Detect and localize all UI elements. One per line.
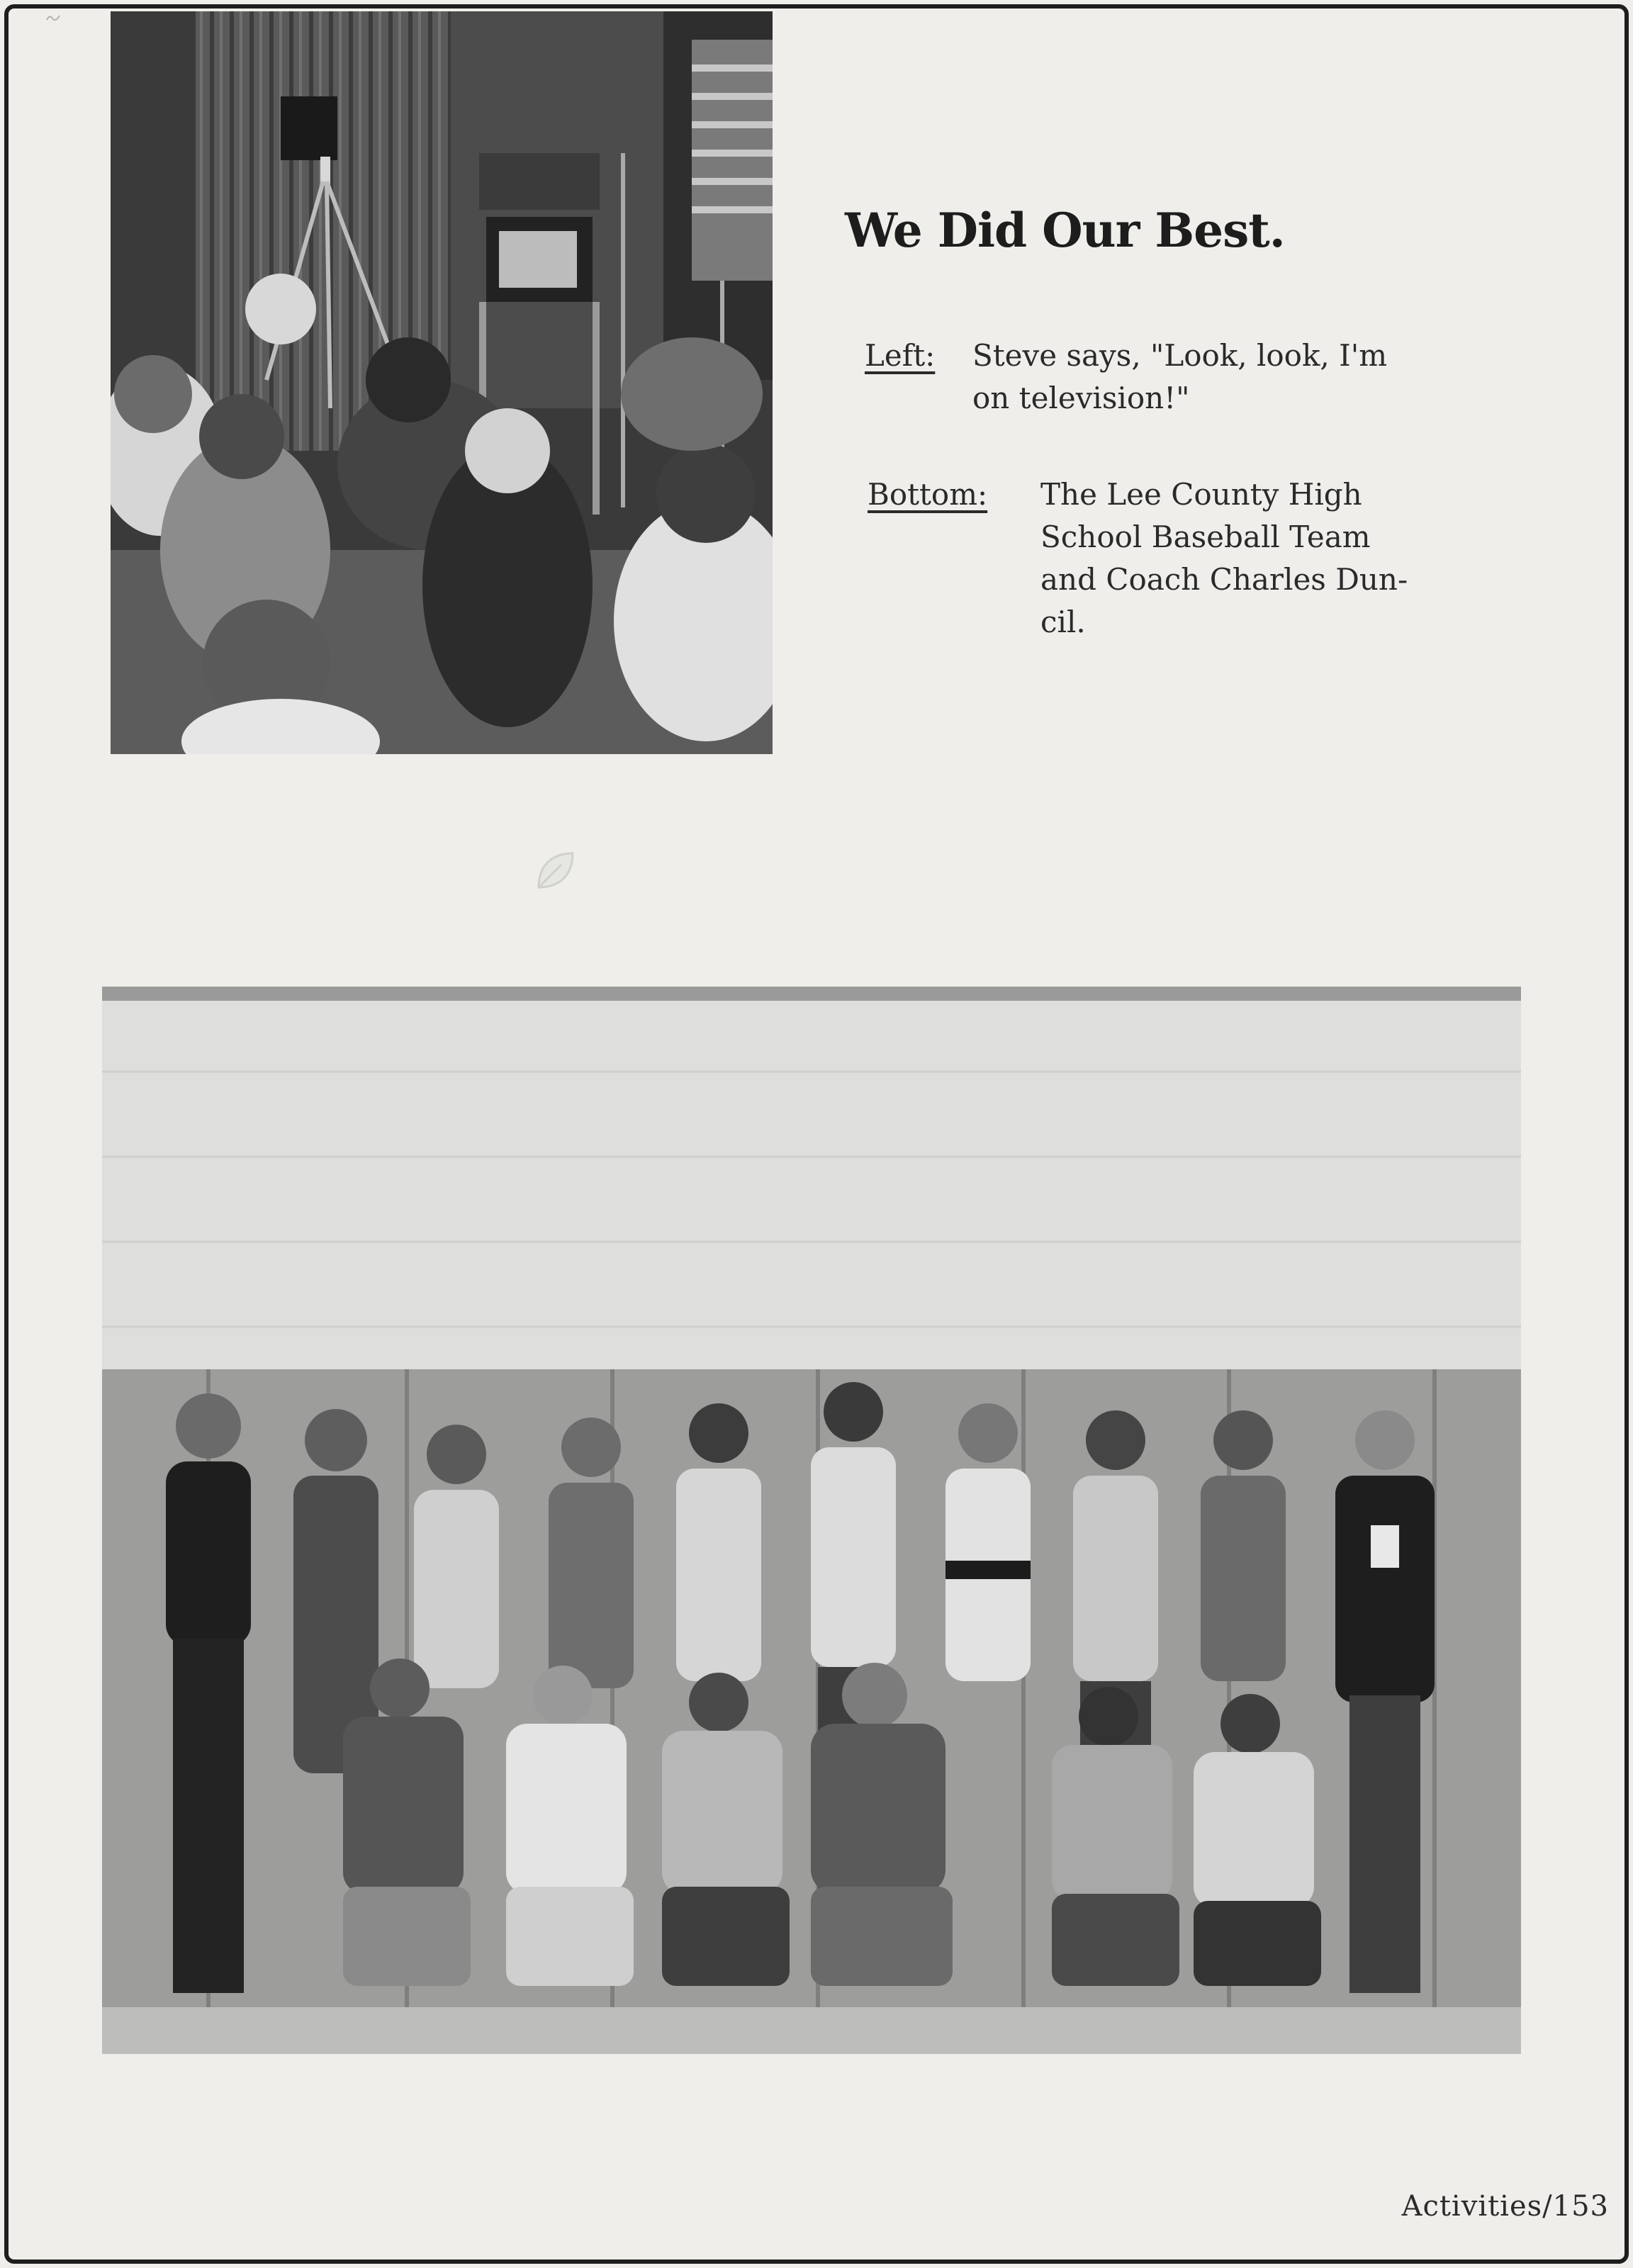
classroom-television-photo: [111, 11, 773, 754]
caption-left-label: Left:: [865, 338, 936, 373]
caption-left-text: Steve says, "Look, look, I'm on television!": [972, 338, 1388, 415]
baseball-team-photo: [102, 987, 1521, 2054]
caption-bottom-text: The Lee County High School Baseball Team and Coach Charles Dun- cil.: [1040, 477, 1408, 639]
caption-bottom-label: Bottom:: [868, 477, 988, 512]
page-number: Activities/153: [1401, 2190, 1609, 2223]
page-heading: We Did Our Best.: [845, 203, 1285, 258]
scan-mark-icon: [45, 13, 61, 23]
leaf-icon: [533, 849, 577, 893]
